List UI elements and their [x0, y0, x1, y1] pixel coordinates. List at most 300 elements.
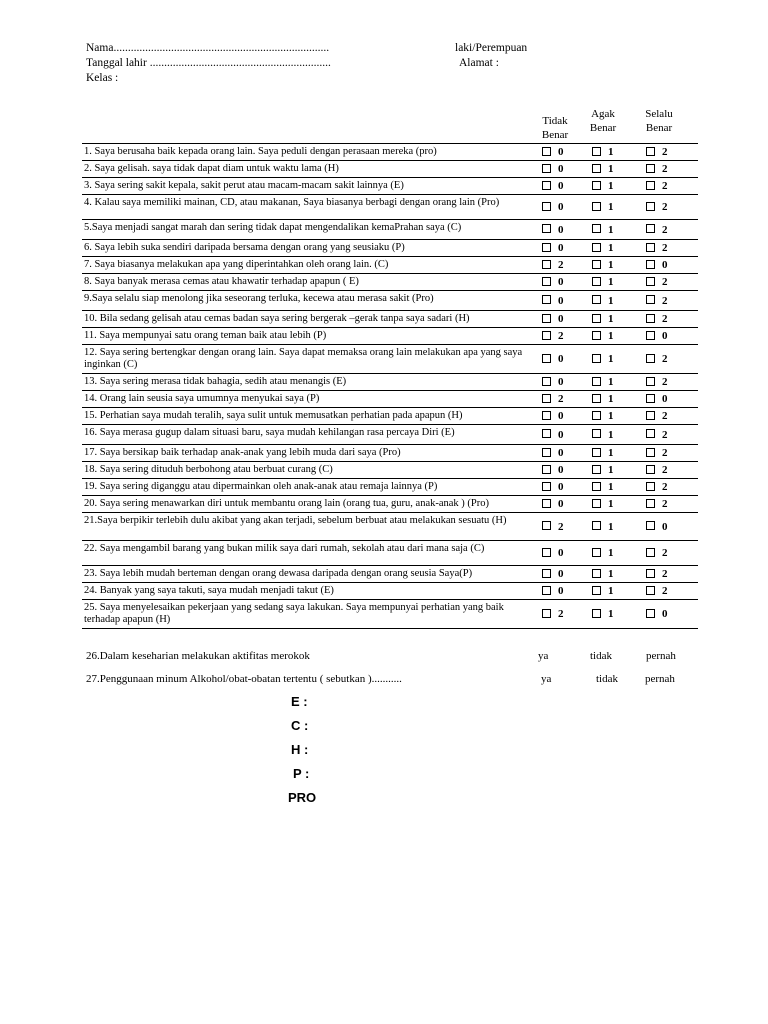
checkbox-icon[interactable] — [646, 411, 655, 420]
answer-value: 2 — [662, 481, 668, 493]
checkbox-icon[interactable] — [542, 548, 551, 557]
column-label-line: Benar — [541, 129, 569, 141]
answer-value: 2 — [662, 276, 668, 288]
option-tidak[interactable]: tidak — [596, 673, 618, 685]
answer-value: 1 — [608, 498, 614, 510]
question-row — [82, 583, 698, 600]
answer-value: 1 — [608, 568, 614, 580]
question-row — [82, 345, 698, 374]
question-text: 20. Saya sering menawarkan diri untuk membantu orang lain (orang tua, guru, anak-anak ) (Pro) — [82, 496, 542, 513]
answer-option[interactable] — [592, 257, 646, 274]
checkbox-icon[interactable] — [646, 429, 655, 438]
answer-option[interactable] — [646, 408, 698, 425]
answer-value: 2 — [558, 330, 564, 342]
checkbox-icon[interactable] — [646, 548, 655, 557]
score-h: H : — [291, 742, 309, 757]
question-text: 12. Saya sering bertengkar dengan orang lain. Saya dapat memaksa orang lain melakukan apa yang saya inginkan (C) — [82, 345, 542, 374]
answer-option[interactable] — [592, 408, 646, 425]
answer-value: 0 — [558, 276, 564, 288]
answer-option[interactable] — [646, 445, 698, 462]
answer-value: 2 — [662, 146, 668, 158]
question-row — [82, 257, 698, 274]
checkbox-icon[interactable] — [592, 448, 601, 457]
question-row — [82, 240, 698, 257]
checkbox-icon[interactable] — [646, 521, 655, 530]
answer-option[interactable] — [542, 345, 592, 374]
question-text: 5.Saya menjadi sangat marah dan sering tidak dapat mengendalikan kemaPrahan saya (C) — [82, 220, 542, 240]
answer-option[interactable] — [592, 178, 646, 195]
answer-value: 0 — [558, 568, 564, 580]
answer-option[interactable] — [592, 425, 646, 445]
question-row — [82, 161, 698, 178]
column-label-line: Benar — [645, 122, 673, 134]
option-pernah[interactable]: pernah — [645, 673, 675, 685]
answer-value: 2 — [662, 353, 668, 365]
birthdate-field[interactable]: Tanggal lahir ............................................................... — [86, 57, 331, 69]
checkbox-icon[interactable] — [542, 181, 551, 190]
answer-option[interactable] — [646, 513, 698, 541]
answer-value: 0 — [662, 608, 668, 620]
question-row — [82, 445, 698, 462]
checkbox-icon[interactable] — [592, 224, 601, 233]
answer-value: 2 — [558, 259, 564, 271]
answer-value: 0 — [662, 520, 668, 533]
answer-value: 1 — [608, 585, 614, 597]
question-row — [82, 178, 698, 195]
answer-value: 0 — [558, 313, 564, 325]
answer-option[interactable] — [646, 391, 698, 408]
checkbox-icon[interactable] — [542, 586, 551, 595]
answer-option[interactable] — [592, 144, 646, 161]
answer-option[interactable] — [542, 583, 592, 600]
answer-value: 2 — [662, 447, 668, 459]
checkbox-icon[interactable] — [592, 586, 601, 595]
answer-option[interactable] — [542, 178, 592, 195]
question-row — [82, 311, 698, 328]
checkbox-icon[interactable] — [542, 147, 551, 156]
answer-value: 1 — [608, 242, 614, 254]
answer-value: 2 — [662, 568, 668, 580]
checkbox-icon[interactable] — [542, 260, 551, 269]
answer-value: 1 — [608, 146, 614, 158]
checkbox-icon[interactable] — [646, 448, 655, 457]
answer-value: 1 — [608, 201, 614, 213]
answer-option[interactable] — [646, 496, 698, 513]
answer-value: 1 — [608, 223, 614, 236]
checkbox-icon[interactable] — [592, 277, 601, 286]
answer-option[interactable] — [592, 195, 646, 220]
question-text: 9.Saya selalu siap menolong jika seseorang terluka, kecewa atau merasa sakit (Pro) — [82, 291, 542, 311]
answer-option[interactable] — [592, 391, 646, 408]
answer-option[interactable] — [592, 345, 646, 374]
answer-value: 0 — [558, 163, 564, 175]
checkbox-icon[interactable] — [646, 181, 655, 190]
checkbox-icon[interactable] — [592, 394, 601, 403]
answer-value: 0 — [558, 376, 564, 388]
answer-value: 1 — [608, 447, 614, 459]
answer-value: 2 — [662, 547, 668, 559]
answer-value: 2 — [558, 520, 564, 533]
checkbox-icon[interactable] — [592, 181, 601, 190]
answer-option[interactable] — [592, 291, 646, 311]
checkbox-icon[interactable] — [542, 377, 551, 386]
question-27 — [86, 672, 402, 686]
question-text: 23. Saya lebih mudah berteman dengan orang dewasa daripada dengan orang seusia Saya(P) — [82, 566, 542, 583]
question-text: 14. Orang lain seusia saya umumnya menyukai saya (P) — [82, 391, 542, 408]
question-text: 22. Saya mengambil barang yang bukan milik saya dari rumah, sekolah atau dari mana saja (C) — [82, 541, 542, 566]
answer-value: 0 — [558, 481, 564, 493]
checkbox-icon[interactable] — [542, 448, 551, 457]
question-row — [82, 220, 698, 240]
answer-option[interactable] — [592, 220, 646, 240]
answer-value: 2 — [662, 410, 668, 422]
answer-option[interactable] — [592, 541, 646, 566]
answer-value: 0 — [558, 180, 564, 192]
answer-option[interactable] — [592, 374, 646, 391]
question-text: 18. Saya sering dituduh berbohong atau berbuat curang (C) — [82, 462, 542, 479]
checkbox-icon[interactable] — [542, 394, 551, 403]
checkbox-icon[interactable] — [592, 260, 601, 269]
checkbox-icon[interactable] — [646, 331, 655, 340]
answer-option[interactable] — [592, 479, 646, 496]
answer-option[interactable] — [542, 425, 592, 445]
column-label-line: Benar — [589, 122, 617, 134]
answer-option[interactable] — [646, 566, 698, 583]
address-field[interactable]: Alamat : — [459, 57, 499, 69]
answer-value: 1 — [608, 276, 614, 288]
checkbox-icon[interactable] — [646, 224, 655, 233]
answer-value: 0 — [558, 294, 564, 307]
checkbox-icon[interactable] — [542, 482, 551, 491]
answer-value: 2 — [662, 464, 668, 476]
checkbox-icon[interactable] — [592, 482, 601, 491]
answer-option[interactable] — [592, 496, 646, 513]
answer-option[interactable] — [542, 220, 592, 240]
checkbox-icon[interactable] — [542, 331, 551, 340]
answer-option[interactable] — [542, 462, 592, 479]
checkbox-icon[interactable] — [542, 314, 551, 323]
option-ya[interactable]: ya — [538, 650, 549, 662]
answer-value: 2 — [558, 393, 564, 405]
answer-value: 1 — [608, 393, 614, 405]
answer-option[interactable] — [646, 144, 698, 161]
answer-option[interactable] — [592, 311, 646, 328]
checkbox-icon[interactable] — [542, 521, 551, 530]
answer-value: 1 — [608, 376, 614, 388]
question-text: 24. Banyak yang saya takuti, saya mudah menjadi takut (E) — [82, 583, 542, 600]
question-text: 21.Saya berpikir terlebih dulu akibat yang akan terjadi, sebelum berbuat atau melakukan sesuatu (H) — [82, 513, 542, 541]
answer-value: 0 — [558, 410, 564, 422]
answer-option[interactable] — [542, 328, 592, 345]
answer-value: 1 — [608, 163, 614, 175]
answer-value: 0 — [662, 393, 668, 405]
answer-value: 0 — [558, 585, 564, 597]
checkbox-icon[interactable] — [542, 243, 551, 252]
answer-value: 2 — [662, 163, 668, 175]
question-text: 16. Saya merasa gugup dalam situasi baru, saya mudah kehilangan rasa percaya Diri (E) — [82, 425, 542, 445]
question-text: 7. Saya biasanya melakukan apa yang diperintahkan oleh orang lain. (C) — [82, 257, 542, 274]
answer-option[interactable] — [646, 274, 698, 291]
answer-option[interactable] — [646, 425, 698, 445]
checkbox-icon[interactable] — [646, 569, 655, 578]
score-p: P : — [293, 766, 310, 781]
answer-value: 1 — [608, 547, 614, 559]
question-text: 15. Perhatian saya mudah teralih, saya sulit untuk memusatkan perhatian pada apapun (H) — [82, 408, 542, 425]
checkbox-icon[interactable] — [542, 202, 551, 211]
checkbox-icon[interactable] — [646, 295, 655, 304]
answer-option[interactable] — [542, 408, 592, 425]
answer-option[interactable] — [646, 541, 698, 566]
answer-value: 1 — [608, 481, 614, 493]
answer-value: 0 — [558, 242, 564, 254]
question-row — [82, 374, 698, 391]
question-text: 6. Saya lebih suka sendiri daripada bersama dengan orang yang seusiaku (P) — [82, 240, 542, 257]
question-row — [82, 144, 698, 161]
checkbox-icon[interactable] — [646, 164, 655, 173]
checkbox-icon[interactable] — [646, 394, 655, 403]
answer-option[interactable] — [542, 291, 592, 311]
checkbox-icon[interactable] — [646, 482, 655, 491]
score-e: E : — [291, 694, 308, 709]
answer-value: 0 — [558, 447, 564, 459]
answer-option[interactable] — [542, 496, 592, 513]
score-pro: PRO — [288, 790, 317, 805]
answer-value: 1 — [608, 313, 614, 325]
checkbox-icon[interactable] — [592, 331, 601, 340]
checkbox-icon[interactable] — [646, 202, 655, 211]
answer-option[interactable] — [542, 391, 592, 408]
answer-option[interactable] — [592, 240, 646, 257]
answer-value: 2 — [558, 608, 564, 620]
checkbox-icon[interactable] — [542, 224, 551, 233]
option-pernah[interactable]: pernah — [646, 650, 676, 662]
question-text: 17. Saya bersikap baik terhadap anak-anak yang lebih muda dari saya (Pro) — [82, 445, 542, 462]
checkbox-icon[interactable] — [592, 521, 601, 530]
answer-option[interactable] — [542, 274, 592, 291]
answer-option[interactable] — [646, 161, 698, 178]
column-tidak-benar — [535, 114, 575, 142]
question-row — [82, 600, 698, 629]
answer-option[interactable] — [592, 583, 646, 600]
checkbox-icon[interactable] — [646, 609, 655, 618]
answer-option[interactable] — [542, 566, 592, 583]
answer-option[interactable] — [592, 161, 646, 178]
answer-option[interactable] — [646, 374, 698, 391]
checkbox-icon[interactable] — [646, 499, 655, 508]
question-text: 11. Saya mempunyai satu orang teman baik atau lebih (P) — [82, 328, 542, 345]
answer-option[interactable] — [592, 566, 646, 583]
answer-option[interactable] — [646, 195, 698, 220]
question-row — [82, 291, 698, 311]
checkbox-icon[interactable] — [592, 354, 601, 363]
answer-value: 1 — [608, 330, 614, 342]
answer-value: 1 — [608, 428, 614, 441]
answer-value: 1 — [608, 259, 614, 271]
option-ya[interactable]: ya — [541, 673, 552, 685]
answer-option[interactable] — [592, 274, 646, 291]
question-row — [82, 195, 698, 220]
answer-value: 1 — [608, 520, 614, 533]
checkbox-icon[interactable] — [646, 277, 655, 286]
answer-option[interactable] — [646, 345, 698, 374]
question-row — [82, 462, 698, 479]
questionnaire-table — [82, 143, 698, 629]
column-selalu-benar — [639, 107, 679, 135]
question-26 — [86, 649, 310, 663]
column-label-line: Agak — [591, 108, 615, 120]
answer-value: 1 — [608, 608, 614, 620]
answer-option[interactable] — [646, 600, 698, 629]
answer-option[interactable] — [542, 600, 592, 629]
answer-value: 2 — [662, 242, 668, 254]
answer-option[interactable] — [542, 195, 592, 220]
checkbox-icon[interactable] — [592, 314, 601, 323]
question-row — [82, 479, 698, 496]
answer-option[interactable] — [646, 220, 698, 240]
answer-value: 0 — [558, 201, 564, 213]
answer-value: 2 — [662, 313, 668, 325]
answer-value: 0 — [558, 223, 564, 236]
answer-value: 0 — [558, 464, 564, 476]
checkbox-icon[interactable] — [542, 277, 551, 286]
answer-value: 2 — [662, 294, 668, 307]
answer-option[interactable] — [646, 257, 698, 274]
checkbox-icon[interactable] — [646, 354, 655, 363]
question-row — [82, 408, 698, 425]
checkbox-icon[interactable] — [542, 164, 551, 173]
checkbox-icon[interactable] — [592, 411, 601, 420]
answer-value: 2 — [662, 376, 668, 388]
question-row — [82, 541, 698, 566]
answer-option[interactable] — [646, 311, 698, 328]
answer-option[interactable] — [542, 257, 592, 274]
option-tidak[interactable]: tidak — [590, 650, 612, 662]
answer-option[interactable] — [542, 374, 592, 391]
answer-value: 0 — [558, 428, 564, 441]
question-text: 27.Penggunaan minum Alkohol/obat-obatan tertentu ( sebutkan )........... — [86, 673, 402, 685]
answer-option[interactable] — [592, 600, 646, 629]
answer-option[interactable] — [542, 513, 592, 541]
checkbox-icon[interactable] — [542, 411, 551, 420]
checkbox-icon[interactable] — [592, 548, 601, 557]
answer-value: 1 — [608, 294, 614, 307]
question-text: 25. Saya menyelesaikan pekerjaan yang sedang saya lakukan. Saya mempunyai perhatian yang baik terhadap apapun (H) — [82, 600, 542, 629]
answer-value: 2 — [662, 498, 668, 510]
question-row — [82, 566, 698, 583]
answer-option[interactable] — [542, 541, 592, 566]
checkbox-icon[interactable] — [592, 429, 601, 438]
checkbox-icon[interactable] — [542, 609, 551, 618]
checkbox-icon[interactable] — [646, 147, 655, 156]
answer-option[interactable] — [592, 445, 646, 462]
answer-value: 2 — [662, 585, 668, 597]
checkbox-icon[interactable] — [542, 499, 551, 508]
checkbox-icon[interactable] — [592, 569, 601, 578]
question-text: 2. Saya gelisah. saya tidak dapat diam untuk waktu lama (H) — [82, 161, 542, 178]
checkbox-icon[interactable] — [646, 377, 655, 386]
answer-option[interactable] — [542, 144, 592, 161]
checkbox-icon[interactable] — [542, 354, 551, 363]
checkbox-icon[interactable] — [592, 243, 601, 252]
gender-field[interactable]: laki/Perempuan — [455, 42, 528, 54]
checkbox-icon[interactable] — [592, 202, 601, 211]
question-text: 8. Saya banyak merasa cemas atau khawatir terhadap apapun ( E) — [82, 274, 542, 291]
answer-value: 1 — [608, 410, 614, 422]
answer-option[interactable] — [646, 479, 698, 496]
column-label-line: Tidak — [542, 115, 568, 127]
question-row — [82, 274, 698, 291]
checkbox-icon[interactable] — [646, 243, 655, 252]
checkbox-icon[interactable] — [646, 314, 655, 323]
answer-value: 1 — [608, 464, 614, 476]
checkbox-icon[interactable] — [592, 164, 601, 173]
answer-option[interactable] — [542, 445, 592, 462]
checkbox-icon[interactable] — [592, 609, 601, 618]
checkbox-icon[interactable] — [542, 465, 551, 474]
answer-option[interactable] — [646, 583, 698, 600]
answer-option[interactable] — [542, 161, 592, 178]
column-label-line: Selalu — [645, 108, 673, 120]
question-text: 19. Saya sering diganggu atau dipermainkan oleh anak-anak atau remaja lainnya (P) — [82, 479, 542, 496]
class-field[interactable]: Kelas : — [86, 72, 119, 84]
checkbox-icon[interactable] — [646, 260, 655, 269]
answer-value: 1 — [608, 180, 614, 192]
answer-value: 0 — [558, 547, 564, 559]
question-text: 13. Saya sering merasa tidak bahagia, sedih atau menangis (E) — [82, 374, 542, 391]
answer-value: 1 — [608, 353, 614, 365]
question-text: 3. Saya sering sakit kepala, sakit perut atau macam-macam sakit lainnya (E) — [82, 178, 542, 195]
answer-option[interactable] — [592, 513, 646, 541]
answer-value: 0 — [662, 330, 668, 342]
answer-option[interactable] — [646, 462, 698, 479]
question-text: 1. Saya berusaha baik kepada orang lain. Saya peduli dengan perasaan mereka (pro) — [82, 144, 542, 161]
checkbox-icon[interactable] — [592, 499, 601, 508]
answer-value: 2 — [662, 180, 668, 192]
checkbox-icon[interactable] — [592, 465, 601, 474]
checkbox-icon[interactable] — [592, 377, 601, 386]
answer-option[interactable] — [646, 291, 698, 311]
score-c: C : — [291, 718, 309, 733]
answer-value: 2 — [662, 223, 668, 236]
answer-option[interactable] — [592, 328, 646, 345]
question-text: 10. Bila sedang gelisah atau cemas badan saya sering bergerak –gerak tanpa saya sadari (H) — [82, 311, 542, 328]
answer-option[interactable] — [542, 479, 592, 496]
answer-value: 2 — [662, 201, 668, 213]
checkbox-icon[interactable] — [592, 147, 601, 156]
answer-option[interactable] — [646, 240, 698, 257]
answer-option[interactable] — [542, 240, 592, 257]
name-field[interactable]: Nama........................................................................... — [86, 42, 330, 54]
answer-option[interactable] — [646, 328, 698, 345]
answer-value: 0 — [558, 353, 564, 365]
question-row — [82, 425, 698, 445]
answer-value: 0 — [662, 259, 668, 271]
checkbox-icon[interactable] — [542, 569, 551, 578]
answer-value: 0 — [558, 146, 564, 158]
checkbox-icon[interactable] — [646, 586, 655, 595]
checkbox-icon[interactable] — [542, 295, 551, 304]
question-text: 26.Dalam keseharian melakukan aktifitas merokok — [86, 650, 310, 662]
answer-value: 2 — [662, 428, 668, 441]
checkbox-icon[interactable] — [646, 465, 655, 474]
answer-option[interactable] — [592, 462, 646, 479]
answer-option[interactable] — [646, 178, 698, 195]
checkbox-icon[interactable] — [592, 295, 601, 304]
answer-value: 0 — [558, 498, 564, 510]
checkbox-icon[interactable] — [542, 429, 551, 438]
answer-option[interactable] — [542, 311, 592, 328]
question-row — [82, 513, 698, 541]
